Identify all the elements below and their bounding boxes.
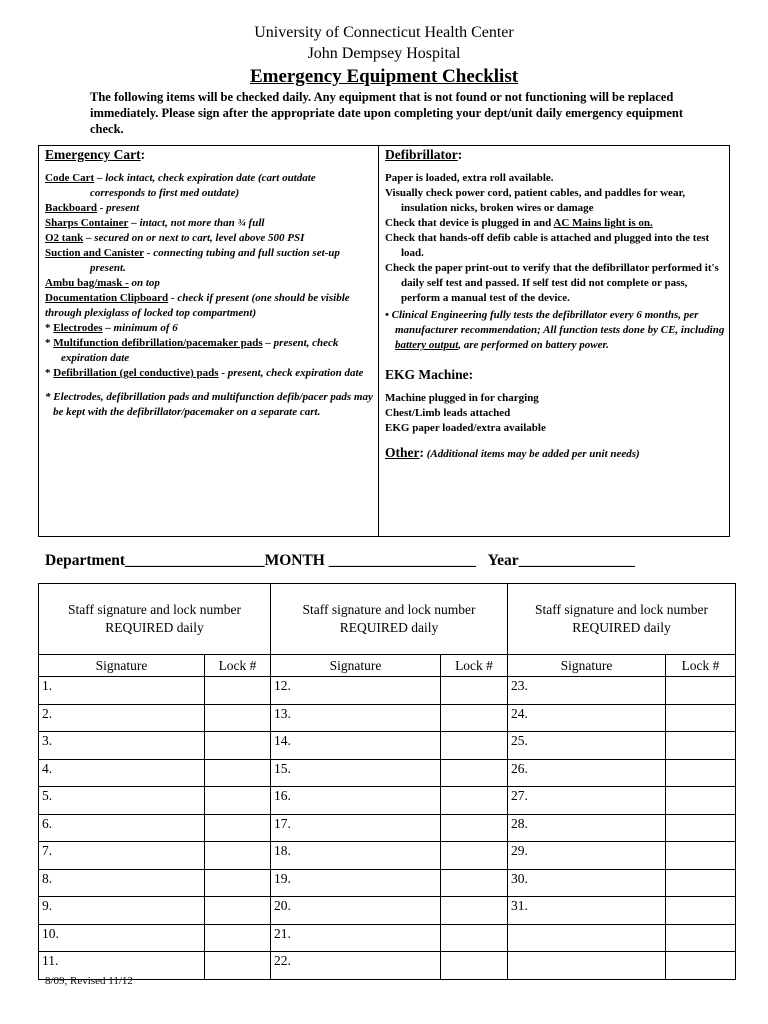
o2-desc: – secured on or next to cart, level above 500 PSI [83,232,305,244]
code-cart-desc: – lock intact, check expiration date (cart outdate [94,172,316,184]
ekg-heading: EKG Machine [385,367,469,382]
signature-cell[interactable]: 7. [39,842,205,870]
suction-label: Suction and Canister [45,247,145,259]
signature-cell[interactable] [508,952,666,980]
electrodes-desc: – minimum of 6 [102,322,178,334]
signature-cell[interactable]: 24. [508,704,666,732]
defib-line-4: Check that hands-off defib cable is attached and plugged into the test load. [385,232,710,259]
signature-cell[interactable]: 8. [39,869,205,897]
signature-cell[interactable]: 12. [271,677,441,705]
signature-cell[interactable]: 20. [271,897,441,925]
lock-cell[interactable] [205,897,271,925]
lock-cell[interactable] [441,704,508,732]
signature-cell[interactable]: 15. [271,759,441,787]
lock-cell[interactable] [666,759,736,787]
signature-cell[interactable]: 1. [39,677,205,705]
sharps-label: Sharps Container [45,217,129,229]
signature-cell[interactable]: 2. [39,704,205,732]
table-row [39,897,736,925]
defibrillator-section: Defibrillator: Paper is loaded, extra roll available. Visually check power cord, patient cables, and paddles for wear, insulation nicks, broken wires or damage Check that device is plugged in and AC Mains light is on. Check that hands-off defib cable is attached and plugged into the test load. Check the paper print-out to verify that the defibrillator performed it's daily self test and passed. If self test did not complete or pass, perform a manual test of the device. • Clinical Engineering fully tests the defibrillator every 6 months, per manufacturer recommendation; All function tests done by CE, including battery output, are performed on battery power. EKG Machine: Machine plugged in for charging Chest/Limb leads attached EKG paper loaded/extra available Other: (Additional items may be added per unit needs) [385,147,727,462]
gelpads-label: Defibrillation (gel conductive) pads [53,367,219,379]
signature-cell[interactable]: 4. [39,759,205,787]
signature-cell[interactable]: 29. [508,842,666,870]
lock-cell[interactable] [666,924,736,952]
signature-cell[interactable]: 26. [508,759,666,787]
clipboard-desc: - check if present (one should be visible through plexiglass of locked top compartment) [45,292,350,319]
signature-cell[interactable]: 16. [271,787,441,815]
lock-cell[interactable] [205,704,271,732]
lock-cell[interactable] [205,787,271,815]
signature-cell[interactable]: 3. [39,732,205,760]
signature-cell[interactable]: 30. [508,869,666,897]
clipboard-label: Documentation Clipboard [45,292,169,304]
sharps-desc: – intact, not more than ¾ full [128,217,265,229]
col-signature: Signature [39,655,205,677]
signature-cell[interactable]: 5. [39,787,205,815]
signature-cell[interactable]: 22. [271,952,441,980]
ekg-item-3: EKG paper loaded/extra available [385,422,546,434]
signature-cell[interactable]: 31. [508,897,666,925]
defib-line-3a: Check that device is plugged in and [385,217,554,229]
signature-cell[interactable]: 6. [39,814,205,842]
lock-cell[interactable] [666,814,736,842]
table-row [39,924,736,952]
gelpads-desc: - present, check expiration date [218,367,364,379]
signature-cell[interactable]: 23. [508,677,666,705]
defib-line-3b: AC Mains light is on. [553,217,653,229]
ekg-item-1: Machine plugged in for charging [385,392,539,404]
group-header-1: Staff signature and lock number REQUIRED daily [39,584,271,655]
table-row [39,952,736,980]
multipads-desc: – present, check expiration date [61,337,339,364]
lock-cell[interactable] [666,952,736,980]
table-row [39,787,736,815]
lock-cell[interactable] [666,732,736,760]
revision-footer: 8/09, Revised 11/12 [45,975,133,987]
col-lock: Lock # [441,655,508,677]
intro-text: The following items will be checked daily. Any equipment that is not found or not functioning will be replaced immediately. Please sign after the appropriate date upon completing your dept/unit daily emergency equipment check. [90,90,684,136]
table-row [39,842,736,870]
table-row [39,677,736,705]
lock-cell[interactable] [441,814,508,842]
bullet-icon: • [385,309,392,321]
ce-text-b: battery output [395,339,459,351]
code-cart-desc-2: corresponds to first med outdate) [90,187,240,199]
table-row [39,814,736,842]
signature-cell[interactable]: 17. [271,814,441,842]
lock-cell[interactable] [441,787,508,815]
lock-cell[interactable] [441,759,508,787]
code-cart-label: Code Cart [45,172,95,184]
header-fields [45,552,735,570]
signature-cell[interactable]: 21. [271,924,441,952]
group-header-2: Staff signature and lock number REQUIRED daily [271,584,508,655]
year-field[interactable]: Year_______________ [487,552,635,569]
lock-cell[interactable] [205,814,271,842]
lock-cell[interactable] [205,924,271,952]
ambu-desc: on top [128,277,160,289]
signature-cell[interactable]: 11. [39,952,205,980]
emergency-cart-heading: Emergency Cart [45,147,141,162]
institution-name: University of Connecticut Health Center [254,24,514,41]
signature-cell[interactable]: 13. [271,704,441,732]
lock-cell[interactable] [441,677,508,705]
lock-cell[interactable] [666,677,736,705]
other-note: (Additional items may be added per unit needs) [426,448,640,460]
hospital-name: John Dempsey Hospital [307,45,461,62]
col-signature: Signature [271,655,441,677]
lock-cell[interactable] [205,842,271,870]
ambu-label: Ambu bag/mask - [45,277,129,289]
other-heading: Other [385,445,420,460]
signature-cell[interactable]: 9. [39,897,205,925]
lock-cell[interactable] [666,869,736,897]
signature-cell[interactable]: 14. [271,732,441,760]
ce-text-c: , are performed on battery power. [458,339,609,351]
department-field[interactable]: Department__________________ [45,552,265,569]
col-lock: Lock # [205,655,271,677]
lock-cell[interactable] [205,869,271,897]
lock-cell[interactable] [205,732,271,760]
lock-cell[interactable] [441,842,508,870]
table-row [39,732,736,760]
table-row [39,759,736,787]
electrodes-label: Electrodes [53,322,103,334]
o2-label: O2 tank [45,232,84,244]
signature-cell[interactable]: 28. [508,814,666,842]
lock-cell[interactable] [666,897,736,925]
table-row [39,869,736,897]
page-title: Emergency Equipment Checklist [249,66,519,87]
signature-cell[interactable]: 18. [271,842,441,870]
defib-line-2: Visually check power cord, patient cables, and paddles for wear, insulation nicks, broken wires or damage [385,187,686,214]
lock-cell[interactable] [441,869,508,897]
signature-cell[interactable]: 19. [271,869,441,897]
ce-text-a: Clinical Engineering fully tests the defibrillator every 6 months, per manufacturer recommendation; All function tests done by CE, including [391,309,725,336]
backboard-label: Backboard [45,202,97,214]
signature-cell[interactable]: 25. [508,732,666,760]
backboard-desc: - present [96,202,140,214]
lock-cell[interactable] [666,842,736,870]
defib-line-1: Paper is loaded, extra roll available. [385,172,554,184]
signature-cell[interactable]: 10. [39,924,205,952]
lock-cell[interactable] [666,704,736,732]
lock-cell[interactable] [441,924,508,952]
multipads-label: Multifunction defibrillation/pacemaker pads [53,337,263,349]
lock-cell[interactable] [205,677,271,705]
cart-note: * Electrodes, defibrillation pads and multifunction defib/pacer pads may be kept with the defibrillator/pacemaker on a separate cart. [45,391,373,418]
defib-line-5: Check the paper print-out to verify that the defibrillator performed it's daily self test and passed. If self test did not complete or pass, perform a manual test of the device. [385,262,719,304]
month-field[interactable]: MONTH ___________________ [264,552,476,569]
lock-cell[interactable] [205,759,271,787]
suction-desc: - connecting tubing and full suction set-up present. [90,247,340,274]
lock-cell[interactable] [441,897,508,925]
lock-cell[interactable] [666,787,736,815]
signature-table [38,583,736,980]
col-lock: Lock # [666,655,736,677]
signature-cell[interactable] [508,924,666,952]
emergency-cart-section: Emergency Cart: Code Cart – lock intact, check expiration date (cart outdate corresponds to first med outdate) Backboard - present Sharps Container – intact, not more than ¾ full O2 tank – secured on or next to cart, level above 500 PSI Suction and Canister - connecting tubing and full suction set-up present. Ambu bag/mask - on top Documentation Clipboard - check if present (one should be visible through plexiglass of locked top compartment) * Electrodes – minimum of 6 * Multifunction defibrillation/pacemaker pads – present, check expiration date * Defibrillation (gel conductive) pads - present, check expiration date * Electrodes, defibrillation pads and multifunction defib/pacer pads may be kept with the defibrillator/pacemaker on a separate cart. [45,147,375,420]
column-divider [378,145,379,537]
lock-cell[interactable] [441,952,508,980]
ekg-item-2: Chest/Limb leads attached [385,407,511,419]
col-signature: Signature [508,655,666,677]
group-header-3: Staff signature and lock number REQUIRED daily [508,584,736,655]
defibrillator-heading: Defibrillator [385,147,458,162]
signature-cell[interactable]: 27. [508,787,666,815]
lock-cell[interactable] [205,952,271,980]
table-row [39,704,736,732]
lock-cell[interactable] [441,732,508,760]
